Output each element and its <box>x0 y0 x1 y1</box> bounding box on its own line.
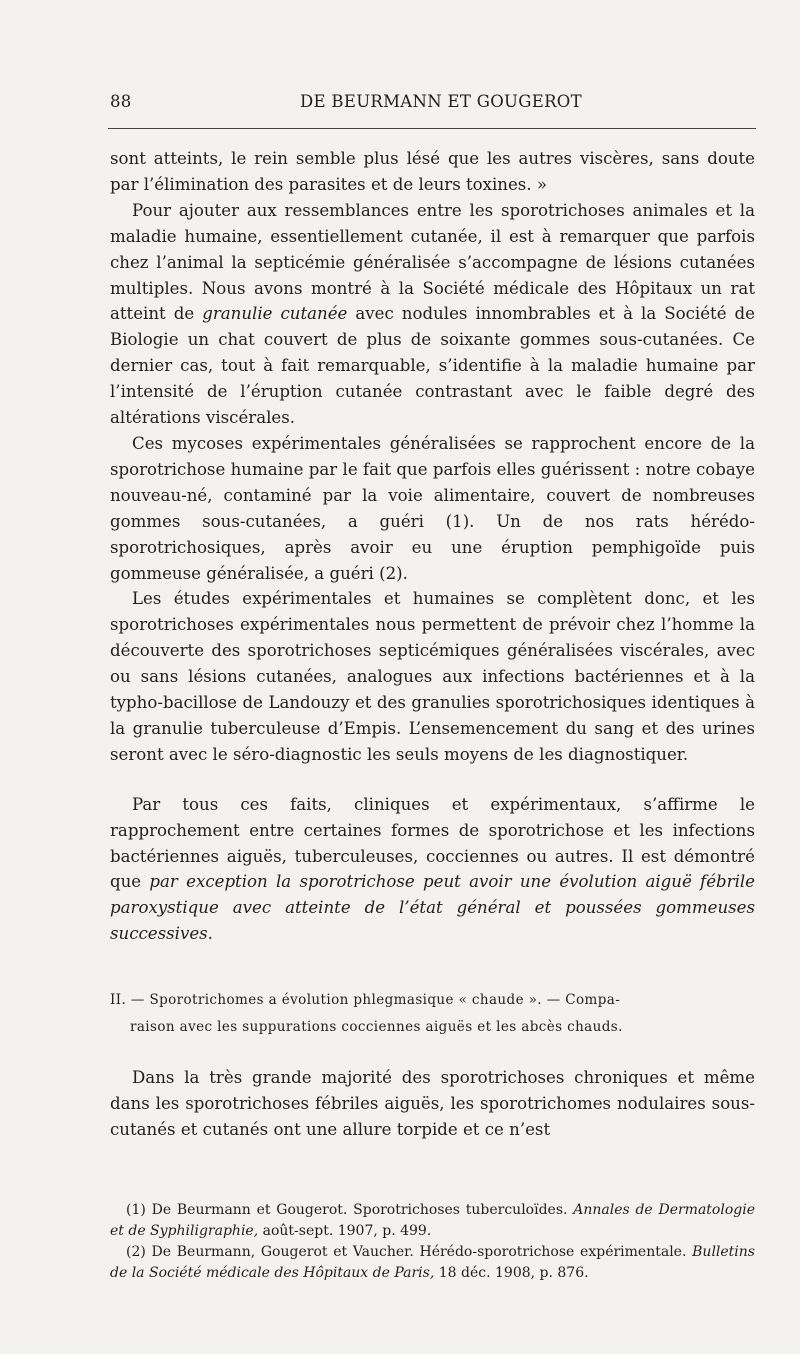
header-rule <box>108 128 756 129</box>
footnote-2 <box>110 1242 755 1284</box>
page-number: 88 <box>110 92 132 111</box>
paragraph <box>110 198 755 431</box>
emphasis: Bulletins de la Société médicale des Hôpitaux de Paris, <box>110 1244 755 1281</box>
text-run: (1) De Beurmann et Gougerot. Sporotrichoses tuberculoïdes. <box>126 1202 574 1218</box>
heading-line: raison avec les suppurations cocciennes aiguës et les abcès chauds. <box>130 1019 623 1036</box>
footnote-1 <box>110 1200 755 1242</box>
emphasis: Annales de Dermatologie et de Syphiligraphie, <box>110 1202 755 1239</box>
paragraph <box>110 792 755 947</box>
emphasis: par exception la sporotrichose peut avoir une évolution aiguë fébrile paroxystique avec atteinte de l’état général et poussées gommeuses successives. <box>110 872 756 944</box>
heading-line: II. — Sporotrichomes a évolution phlegmasique « chaude ». — Compa- <box>110 992 621 1009</box>
paragraph: Ces mycoses expérimentales généralisées se rapprochent encore de la sporotrichose humaine par le fait que parfois elles guérissent : notre cobaye nouveau-né, contaminé par la voie alimentaire, couvert de nombreuses gommes sous-cutanées, a guéri (1). Un de nos rats hérédo-sporotrichosiques, après avoir eu une éruption pemphigoïde puis gommeuse généralisée, a guéri (2). <box>110 433 755 583</box>
emphasis: granulie cutanée <box>202 304 348 324</box>
text-run: 18 déc. 1908, p. 876. <box>434 1265 589 1281</box>
text-run: Par tous ces faits, cliniques et expérimentaux, s’affirme le rapprochement entre certaines formes de sporotrichose et les infections bactériennes aiguës, tuberculeuses, cocciennes ou autres. Il est démontré que <box>110 794 755 892</box>
text-run: (2) De Beurmann, Gougerot et Vaucher. Hérédo-sporotrichose expérimentale. <box>126 1244 693 1260</box>
text-run: avec nodules innombrables et à la Société de Biologie un chat couvert de plus de soixante gommes sous-cutanées. Ce dernier cas, tout à fait remarquable, s’identifie à la maladie humaine par l’intensité de l’éruption cutanée contrastant avec le faible degré des altérations viscérales. <box>110 304 755 428</box>
running-title: DE BEURMANN ET GOUGEROT <box>300 92 582 111</box>
footnotes <box>110 1200 755 1284</box>
text-run: Pour ajouter aux ressemblances entre les sporotrichoses animales et la maladie humaine, essentiellement cutanée, il est à remarquer que parfois chez l’animal la septicémie généralisée s’accompagne de lésions cutanées multiples. Nous avons montré à la Société médicale des Hôpitaux un rat atteint de <box>110 200 755 324</box>
paragraph: Dans la très grande majorité des sporotrichoses chroniques et même dans les sporotrichoses fébriles aiguës, les sporotrichomes nodulaires sous-cutanés et cutanés ont une allure torpide et ce n’est <box>110 1068 755 1139</box>
page-header <box>110 92 755 116</box>
paragraph: sont atteints, le rein semble plus lésé que les autres viscères, sans doute par l’élimination des parasites et de leurs toxines. » <box>110 149 755 194</box>
text-run: août-sept. 1907, p. 499. <box>258 1223 432 1239</box>
body-text <box>110 146 755 1143</box>
paragraph: Les études expérimentales et humaines se complètent donc, et les sporotrichoses expérimentales nous permettent de prévoir chez l’homme la découverte des sporotrichoses septicémiques généralisées viscérales, avec ou sans lésions cutanées, analogues aux infections bactériennes et à la typho-bacillose de Landouzy et des granulies sporotrichosiques identiques à la granulie tuberculeuse d’Empis. L’ensemencement du sang et des urines seront avec le séro-diagnostic les seuls moyens de les diagnostiquer. <box>110 589 755 764</box>
section-heading <box>110 987 755 1041</box>
